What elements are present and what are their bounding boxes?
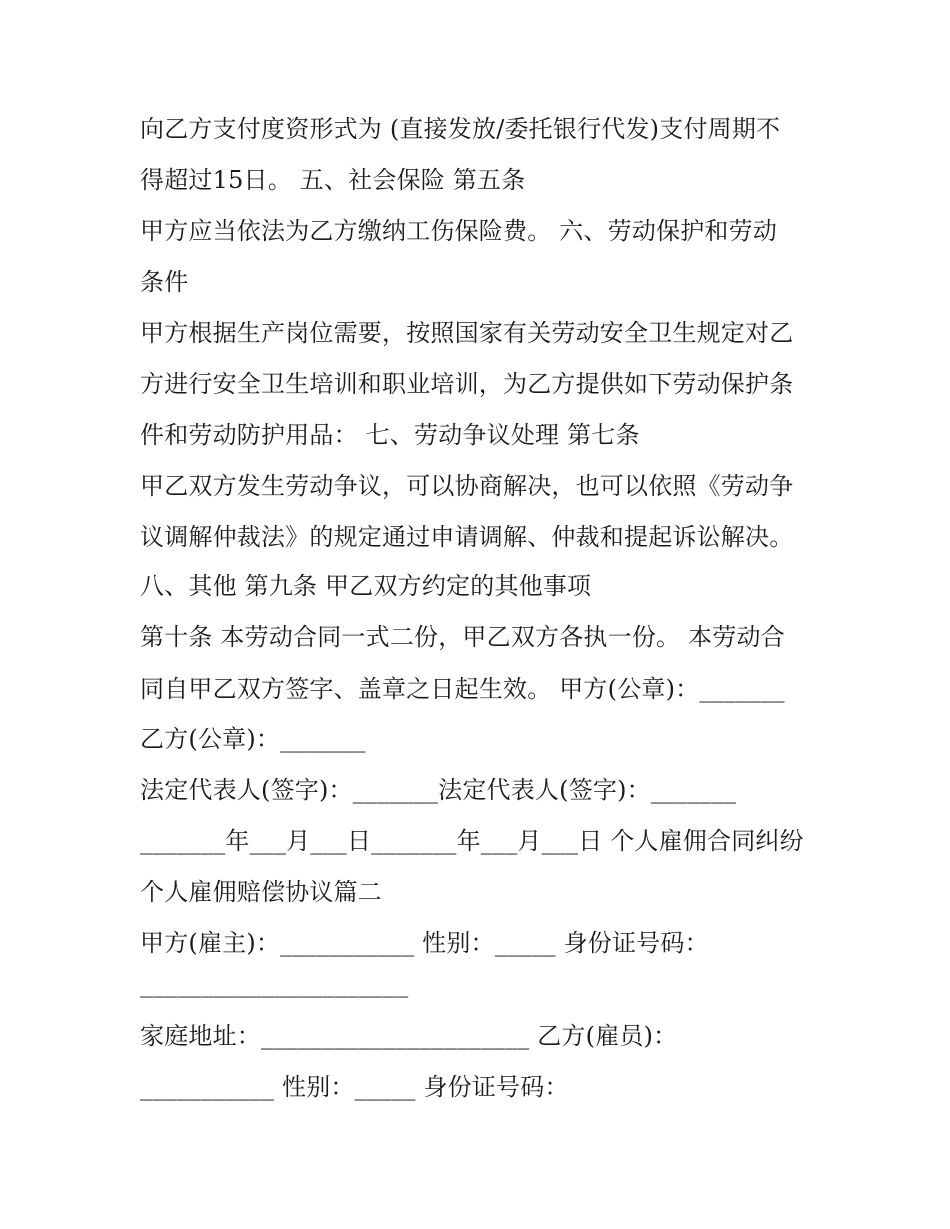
text-line: _______年___月___日_______年___月___日 个人雇佣合同纠纷 <box>140 827 804 855</box>
text-line: 八、其他 第九条 甲乙双方约定的其他事项 <box>140 572 592 600</box>
text-line: ___________ 性别：_____ 身份证号码： <box>140 1073 569 1101</box>
text-line: 甲乙双方发生劳动争议，可以协商解决，也可以依照《劳动争 <box>140 472 794 500</box>
text-line: 甲方应当依法为乙方缴纳工伤保险费。 六、劳动保护和劳动 <box>140 217 778 245</box>
text-line: 第十条 本劳动合同一式二份，甲乙双方各执一份。 本劳动合 <box>140 623 785 651</box>
text-line: 甲方根据生产岗位需要，按照国家有关劳动安全卫生规定对乙 <box>140 319 794 347</box>
text-line: 得超过15日。 五、社会保险 第五条 <box>140 166 526 194</box>
text-line: 议调解仲裁法》的规定通过申请调解、仲裁和提起诉讼解决。 <box>140 523 794 551</box>
text-line: 个人雇佣赔偿协议篇二 <box>140 878 382 906</box>
text-line: 向乙方支付度资形式为 (直接发放/委托银行代发)支付周期不 <box>140 115 781 143</box>
text-line: 件和劳动防护用品： 七、劳动争议处理 第七条 <box>140 421 640 449</box>
text-line: 方进行安全卫生培训和职业培训，为乙方提供如下劳动保护条 <box>140 370 794 398</box>
text-line: 法定代表人(签字)：_______法定代表人(签字)：_______ <box>140 776 737 804</box>
text-line: 甲方(雇主)：___________ 性别：_____ 身份证号码： <box>140 929 709 957</box>
text-line: ______________________ <box>140 970 409 998</box>
text-line: 乙方(公章)：_______ <box>140 725 366 753</box>
text-line: 条件 <box>140 268 189 296</box>
text-line: 家庭地址：______________________ 乙方(雇员)： <box>140 1022 678 1050</box>
text-line: 同自甲乙双方签字、盖章之日起生效。 甲方(公章)：_______ <box>140 675 785 703</box>
